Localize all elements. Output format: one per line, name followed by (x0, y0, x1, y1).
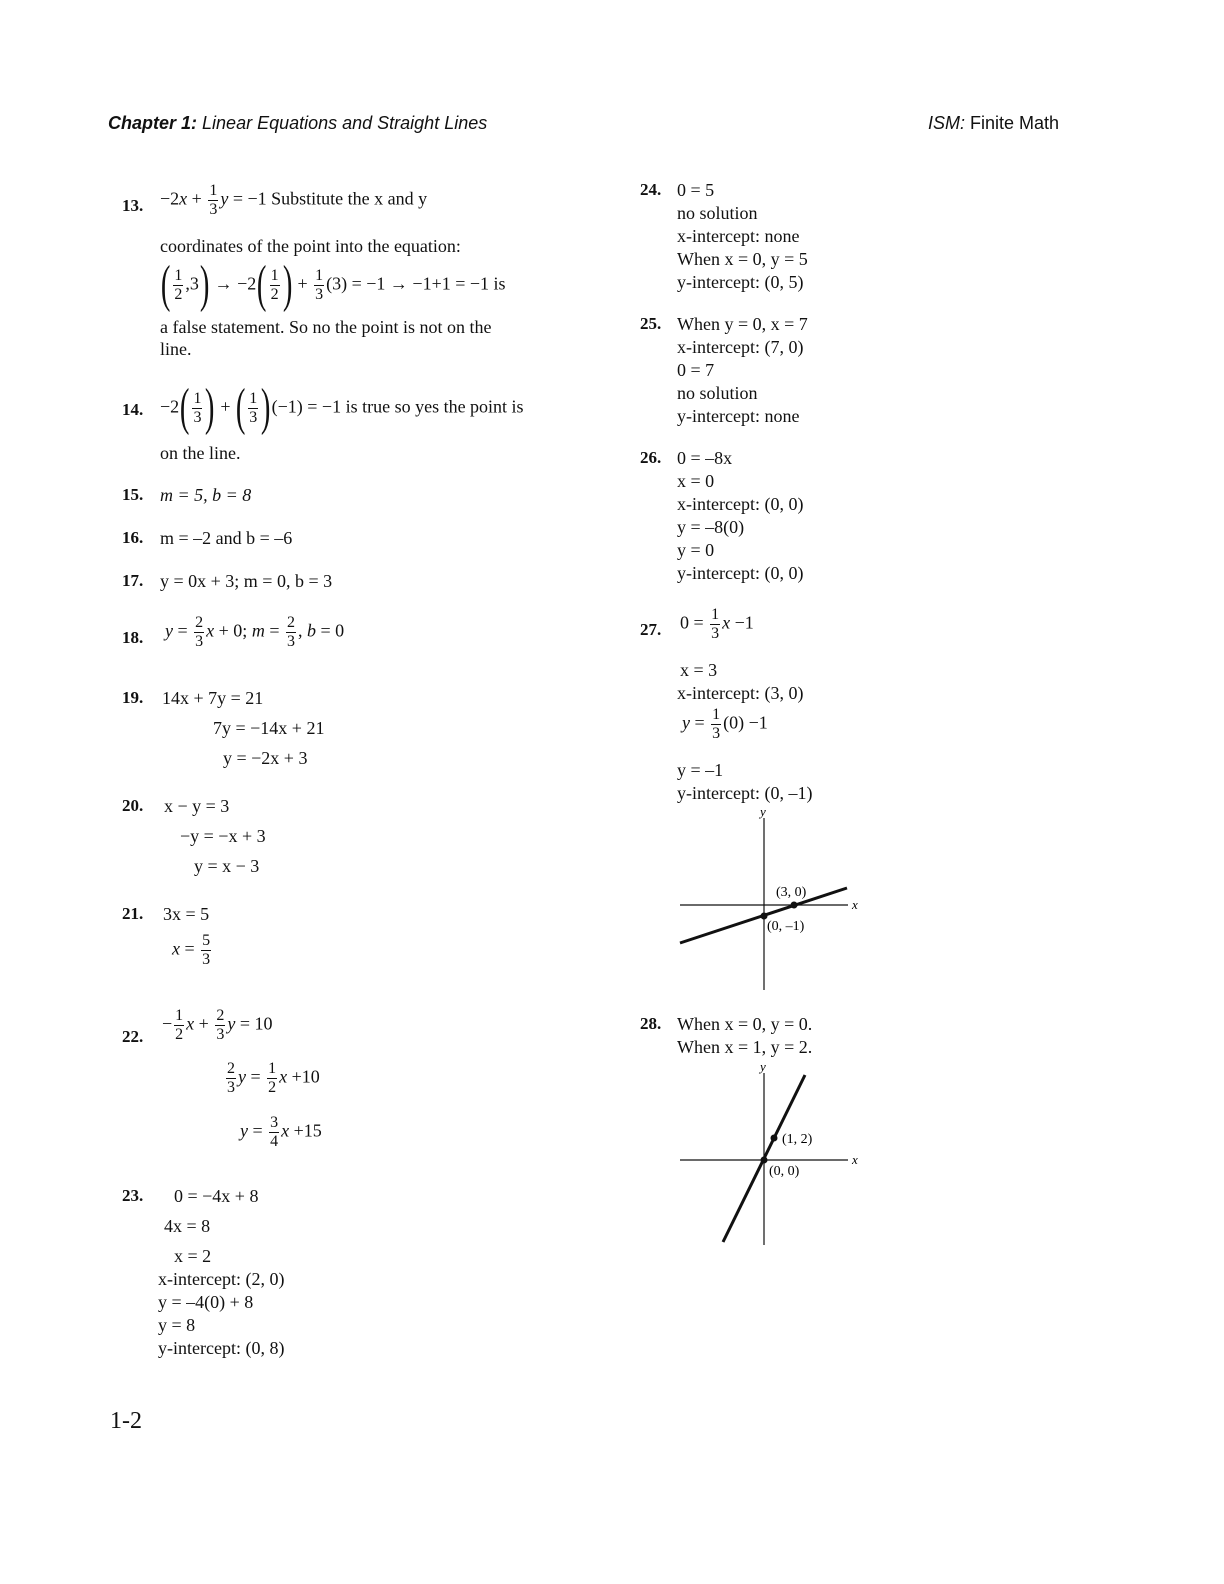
page-number: 1-2 (110, 1408, 142, 1434)
problem-20-line1: x − y = 3 (164, 796, 230, 816)
problem-23-line1: 0 = −4x + 8 (174, 1186, 259, 1206)
problem-19-line3: y = −2x + 3 (223, 748, 308, 768)
problem-22-number: 22. (122, 1027, 144, 1046)
problem-14-text1: is true so yes the point is (345, 396, 524, 417)
problem-24-line2: no solution (677, 203, 758, 223)
running-header-left (108, 113, 487, 134)
graph-problem-27 (670, 800, 870, 995)
problem-28-line1: When x = 0, y = 0. (677, 1014, 813, 1034)
y-axis-label: y (760, 804, 766, 819)
problem-14-text2: on the line. (160, 443, 241, 463)
graph-problem-28 (670, 1055, 870, 1250)
problem-13-text3: is (493, 273, 506, 294)
problem-20-line3: y = x − 3 (194, 856, 260, 876)
problem-18-number: 18. (122, 628, 144, 647)
problem-22-line3: y = $\frac{3}{4}$ x +15 (240, 1114, 322, 1150)
x-axis-label: x (852, 1152, 858, 1167)
problem-14-number: 14. (122, 400, 144, 419)
problem-27-line3: x-intercept: (3, 0) (677, 683, 804, 703)
problem-27-number: 27. (640, 620, 662, 639)
problem-22-line1: − $\frac{1}{2}$ x + $\frac{2}{3}$ y = 10 (162, 1007, 273, 1043)
problem-23-line7: y-intercept: (0, 8) (158, 1338, 285, 1358)
problem-13-equation: −2x + $\frac{1}{3}$ y = −1 Substitute the x and y (160, 182, 428, 218)
problem-13-text1: Substitute the x and y (271, 188, 428, 209)
problem-23-line6: y = 8 (158, 1315, 196, 1335)
point-label-b: (0, 0) (769, 1164, 800, 1179)
problem-24-line5: y-intercept: (0, 5) (677, 272, 804, 292)
problem-25-line2: x-intercept: (7, 0) (677, 337, 804, 357)
chapter-title: Linear Equations and Straight Lines (202, 113, 488, 133)
problem-21-line2: x = $\frac{5}{3}$ (172, 932, 211, 968)
problem-14-equation: −2( $\frac{1}{3}$ ) + ( $\frac{1}{3}$ )(−1) = −1 is true so yes the point is (160, 379, 524, 436)
problem-21-number: 21. (122, 904, 144, 923)
problem-22-line2: $\frac{2}{3}$ y = $\frac{1}{2}$ x +10 (227, 1060, 320, 1096)
problem-27-line1: 0 = $\frac{1}{3}$ x −1 (680, 606, 754, 642)
point-label-a: (3, 0) (776, 885, 807, 900)
problem-25-number: 25. (640, 314, 662, 333)
problem-13-substitution: ( $\frac{1}{2}$ ,3) → −2( $\frac{1}{2}$ ) + $\frac{1}{3}$ (3) = −1 → −1+1 = −1 is (160, 256, 506, 313)
problem-16-number: 16. (122, 528, 144, 547)
running-header-right (928, 113, 1059, 134)
problem-24-number: 24. (640, 180, 662, 199)
problem-24-line3: x-intercept: none (677, 226, 800, 246)
problem-25-line5: y-intercept: none (677, 406, 800, 426)
problem-19-line2: 7y = −14x + 21 (213, 718, 325, 738)
x-axis-label: x (852, 897, 858, 912)
problem-28-number: 28. (640, 1014, 662, 1033)
problem-26-number: 26. (640, 448, 662, 467)
problem-16-text: m = –2 and b = –6 (160, 528, 293, 548)
problem-23-number: 23. (122, 1186, 144, 1205)
problem-24-line4: When x = 0, y = 5 (677, 249, 808, 269)
problem-23-line2: 4x = 8 (164, 1216, 211, 1236)
problem-23-line3: x = 2 (174, 1246, 212, 1266)
problem-15-number: 15. (122, 485, 144, 504)
problem-26-line2: x = 0 (677, 471, 715, 491)
problem-13-text4: a false statement. So no the point is not on the (160, 317, 492, 337)
problem-15-text: m = 5, b = 8 (160, 485, 252, 505)
problem-26-line4: y = –8(0) (677, 517, 745, 537)
problem-26-line6: y-intercept: (0, 0) (677, 563, 804, 583)
problem-23-line4: x-intercept: (2, 0) (158, 1269, 285, 1289)
problem-19-line1: 14x + 7y = 21 (162, 688, 264, 708)
problem-13-text2: coordinates of the point into the equation: (160, 236, 461, 256)
problem-26-line1: 0 = –8x (677, 448, 733, 468)
y-axis-label: y (760, 1059, 766, 1074)
problem-23-line5: y = –4(0) + 8 (158, 1292, 254, 1312)
problem-24-line1: 0 = 5 (677, 180, 715, 200)
problem-27-line4: y = $\frac{1}{3}$ (0) −1 (682, 706, 768, 742)
book-title: Finite Math (970, 113, 1060, 133)
book-label: ISM: (928, 113, 966, 133)
problem-26-line3: x-intercept: (0, 0) (677, 494, 804, 514)
chapter-label: Chapter 1: (108, 113, 198, 133)
problem-27-line2: x = 3 (680, 660, 718, 680)
problem-25-line1: When y = 0, x = 7 (677, 314, 808, 334)
problem-19-number: 19. (122, 688, 144, 707)
point-marker-a (791, 902, 798, 909)
point-marker-a (771, 1135, 778, 1142)
problem-13-text5: line. (160, 339, 192, 359)
problem-13-number: 13. (122, 196, 144, 215)
point-marker-b (761, 1157, 768, 1164)
problem-27-line6: y-intercept: (0, –1) (677, 783, 813, 803)
problem-20-number: 20. (122, 796, 144, 815)
problem-20-line2: −y = −x + 3 (180, 826, 266, 846)
problem-17-number: 17. (122, 571, 144, 590)
problem-27-line5: y = –1 (677, 760, 724, 780)
problem-25-line4: no solution (677, 383, 758, 403)
problem-18-equation: y = $\frac{2}{3}$ x + 0; m = $\frac{2}{3}$ , b = 0 (165, 614, 345, 650)
point-label-b: (0, –1) (767, 919, 805, 934)
problem-21-line1: 3x = 5 (163, 904, 210, 924)
problem-28-line2: When x = 1, y = 2. (677, 1037, 813, 1057)
point-label-a: (1, 2) (782, 1132, 813, 1147)
problem-25-line3: 0 = 7 (677, 360, 715, 380)
problem-26-line5: y = 0 (677, 540, 715, 560)
problem-17-text: y = 0x + 3; m = 0, b = 3 (160, 571, 333, 591)
